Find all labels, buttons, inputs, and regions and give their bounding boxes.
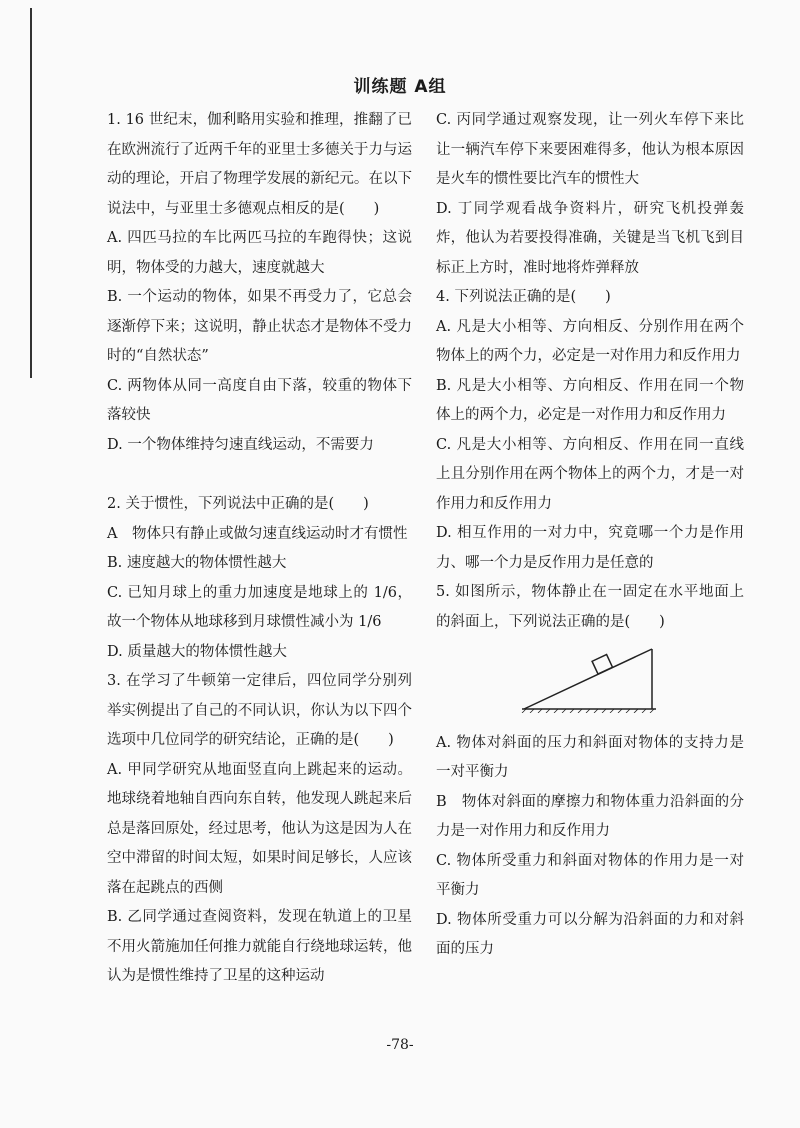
question-5-option-d: D. 物体所受重力可以分解为沿斜面的力和对斜面的压力 (436, 911, 744, 957)
right-column (436, 106, 744, 965)
question-3-option-b: B. 乙同学通过查阅资料，发现在轨道上的卫星不用火箭施加任何推力就能自行绕地球运转，他认为是惯性维持了卫星的这种运动 (107, 909, 412, 984)
left-column (107, 106, 412, 992)
incline-surface (524, 649, 652, 709)
question-2-option-c: C. 已知月球上的重力加速度是地球上的 1/6，故一个物体从地球移到月球惯性减小为 1/6 (107, 584, 412, 630)
question-4-stem: 4. 下列说法正确的是( ) (436, 289, 611, 305)
page-title: 训练题 A组 (353, 77, 447, 97)
question-5-option-c: C. 物体所受重力和斜面对物体的作用力是一对平衡力 (436, 852, 744, 898)
question-3-stem: 3. 在学习了牛顿第一定律后，四位同学分别列举实例提出了自己的不同认识，你认为以下四个选项中几位同学的研究结论，正确的是( ) (107, 673, 412, 748)
incline-figure (520, 643, 660, 713)
question-1-option-c: C. 两物体从同一高度自由下落，较重的物体下落较快 (107, 377, 412, 423)
question-5-stem: 5. 如图所示，物体静止在一固定在水平地面上的斜面上，下列说法正确的是( ) (436, 584, 744, 630)
question-1-option-a: A. 四匹马拉的车比两匹马拉的车跑得快；这说明，物体受的力越大，速度就越大 (107, 230, 412, 276)
question-1-option-d: D. 一个物体维持匀速直线运动，不需要力 (107, 436, 374, 453)
question-4-option-a: A. 凡是大小相等、方向相反、分别作用在两个物体上的两个力，必定是一对作用力和反作用力 (436, 318, 744, 364)
block-on-incline (592, 655, 612, 674)
question-3-option-d: D. 丁同学观看战争资料片，研究飞机投弹轰炸，他认为若要投得准确，关键是当飞机飞到目标正上方时，准时地将炸弹释放 (436, 200, 744, 276)
question-5-option-b: B 物体对斜面的摩擦力和物体重力沿斜面的分力是一对作用力和反作用力 (436, 793, 744, 839)
question-2-option-a: A 物体只有静止或做匀速直线运动时才有惯性 (107, 525, 408, 542)
question-1-option-b: B. 一个运动的物体，如果不再受力了，它总会逐渐停下来；这说明，静止状态才是物体不受力时的“自然状态” (107, 289, 412, 364)
question-1-stem: 1. 16 世纪末，伽利略用实验和推理，推翻了已在欧洲流行了近两千年的亚里士多德关于力与运动的理论，开启了物理学发展的新纪元。在以下说法中，与亚里士多德观点相反的是( ) (107, 112, 412, 217)
question-5-option-a: A. 物体对斜面的压力和斜面对物体的支持力是一对平衡力 (436, 734, 744, 780)
binding-line (30, 8, 32, 378)
question-4-option-b: B. 凡是大小相等、方向相反、作用在同一个物体上的两个力，必定是一对作用力和反作用力 (436, 377, 744, 423)
question-2-stem: 2. 关于惯性，下列说法中正确的是( ) (107, 496, 369, 512)
question-4-option-c: C. 凡是大小相等、方向相反、作用在同一直线上且分别作用在两个物体上的两个力，才是一对作用力和反作用力 (436, 436, 744, 512)
question-2-option-d: D. 质量越大的物体惯性越大 (107, 643, 287, 660)
question-3-option-a: A. 甲同学研究从地面竖直向上跳起来的运动。地球绕着地轴自西向东自转，他发现人跳起来后总是落回原处，经过思考，他认为这是因为人在空中滞留的时间太短，如果时间足够长，人应该落在起跳点的西侧 (107, 761, 412, 896)
question-3-option-c: C. 丙同学通过观察发现，让一列火车停下来比让一辆汽车停下来要困难得多，他认为根本原因是火车的惯性要比汽车的惯性大 (436, 112, 744, 187)
page-number: -78- (386, 1037, 414, 1053)
question-2-option-b: B. 速度越大的物体惯性越大 (107, 555, 287, 571)
question-4-option-d: D. 相互作用的一对力中，究竟哪一个力是作用力、哪一个力是反作用力是任意的 (436, 525, 744, 571)
